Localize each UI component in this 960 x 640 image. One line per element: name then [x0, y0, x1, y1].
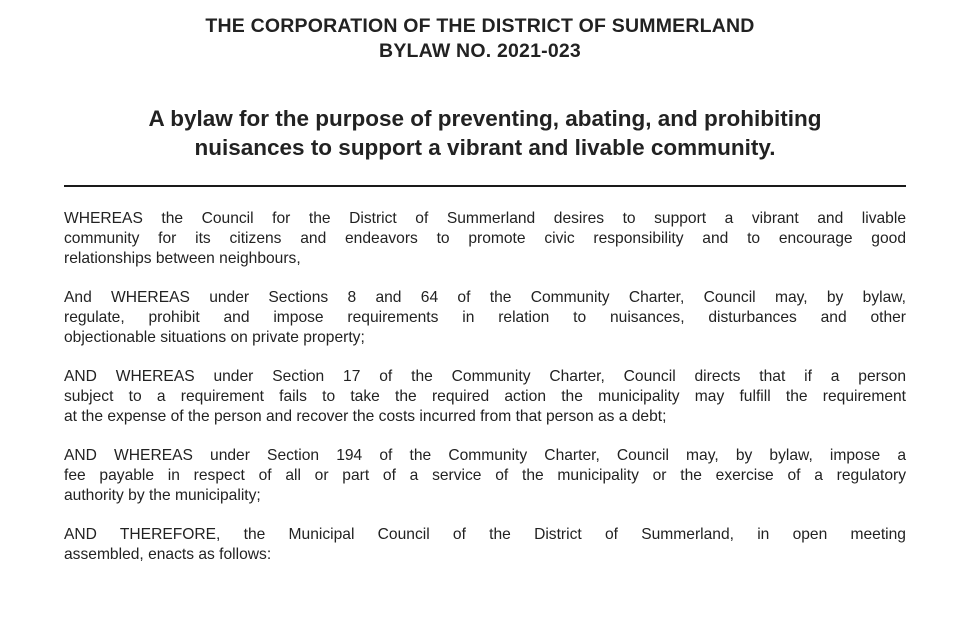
paragraph-whereas-4	[64, 446, 906, 506]
text-line: relationships between neighbours,	[64, 250, 301, 267]
text-line: at the expense of the person and recover the costs incurred from that person as a debt;	[64, 408, 667, 425]
text-line: AND WHEREAS under Section 194 of the Community Charter, Council may, by bylaw, impose a	[64, 447, 906, 464]
paragraph-whereas-3	[64, 367, 906, 427]
paragraph-whereas-1	[64, 209, 906, 269]
text-line: authority by the municipality;	[64, 487, 261, 504]
text-line: assembled, enacts as follows:	[64, 546, 272, 563]
document-title	[0, 14, 960, 64]
purpose-line-2: nuisances to support a vibrant and livable community.	[194, 135, 776, 160]
text-line: community for its citizens and endeavors to promote civic responsibility and to encourage good	[64, 230, 906, 247]
corporation-name: THE CORPORATION OF THE DISTRICT OF SUMMERLAND	[205, 15, 755, 37]
preamble	[64, 209, 906, 584]
purpose-line-1: A bylaw for the purpose of preventing, abating, and prohibiting	[148, 106, 822, 131]
text-line: AND THEREFORE, the Municipal Council of the District of Summerland, in open meeting	[64, 526, 906, 543]
text-line: regulate, prohibit and impose requirements in relation to nuisances, disturbances and other	[64, 309, 906, 326]
text-line: WHEREAS the Council for the District of Summerland desires to support a vibrant and livable	[64, 210, 906, 227]
text-line: objectionable situations on private property;	[64, 329, 365, 346]
text-line: AND WHEREAS under Section 17 of the Community Charter, Council directs that if a person	[64, 368, 906, 385]
text-line: subject to a requirement fails to take the required action the municipality may fulfill the requirement	[64, 388, 906, 405]
paragraph-therefore	[64, 525, 906, 565]
paragraph-whereas-2	[64, 288, 906, 348]
horizontal-divider	[64, 185, 906, 187]
bylaw-number: BYLAW NO. 2021-023	[379, 40, 581, 62]
bylaw-purpose	[0, 104, 960, 162]
text-line: And WHEREAS under Sections 8 and 64 of the Community Charter, Council may, by bylaw,	[64, 289, 906, 306]
text-line: fee payable in respect of all or part of a service of the municipality or the exercise of a regulatory	[64, 467, 906, 484]
